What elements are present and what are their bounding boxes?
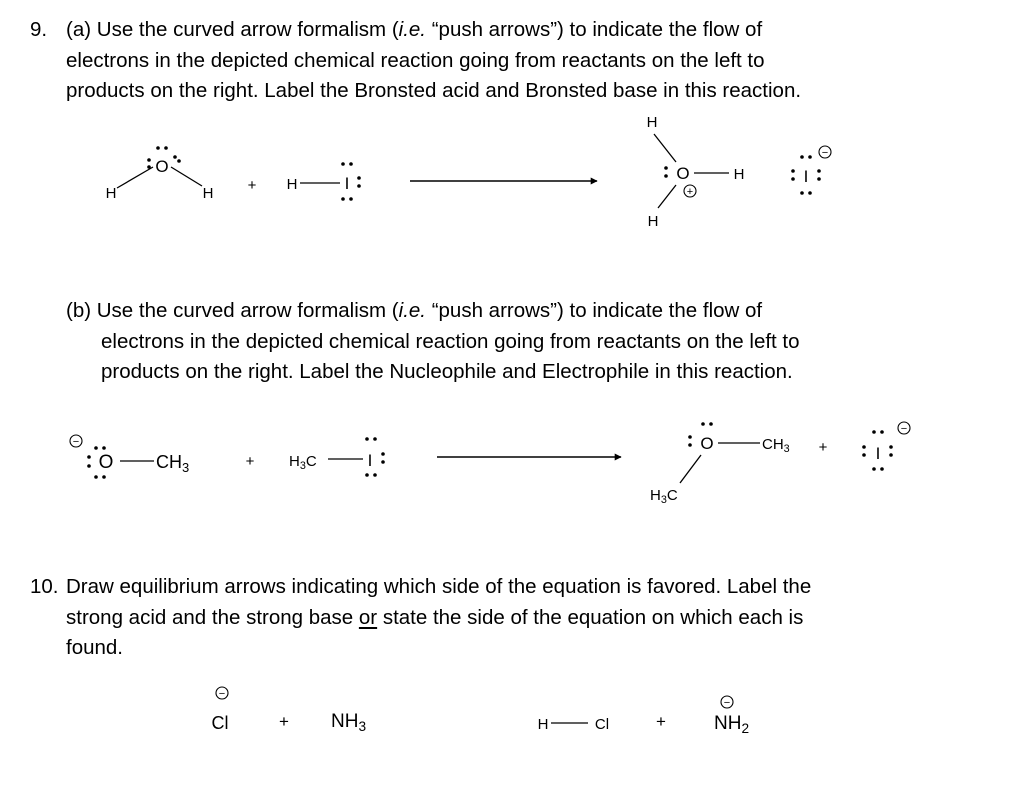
plus-sign-10b: + [656,712,666,731]
plus-sign-10a: + [279,712,289,731]
q10-line2-post: state the side of the equation on which each is [377,605,804,629]
iodide-symbol-b: I [875,444,881,463]
ie-abbreviation-b: i.e. [398,299,426,322]
water-hydrogen-left: H [105,185,117,202]
hcl-hydrogen: H [537,716,549,733]
svg-text:−: − [723,697,731,709]
or-underlined: or [358,605,378,629]
hydronium-hydrogen-top: H [646,114,658,131]
ether-oxygen: O [700,434,714,453]
hi-hydrogen: H [286,176,298,193]
methyl-iodide [289,437,385,477]
q9a-line1-post: “push arrows”) to indicate the flow of [426,18,763,41]
q9b-line1-pre: (b) Use the curved arrow formalism ( [66,299,399,322]
svg-text:+: + [686,186,694,198]
amide-ion [714,696,749,736]
negative-charge-icon [721,696,733,709]
water-oxygen: O [155,157,169,176]
svg-text:−: − [900,423,908,435]
svg-text:−: − [821,147,829,159]
q9a-line1-pre: Use the curved arrow formalism ( [91,18,399,41]
reaction-a [106,114,831,230]
dimethyl-ether [650,422,790,506]
methoxide-oxygen: O [98,452,114,473]
negative-charge-icon [898,422,910,435]
ether-methyl-right: CH3 [762,436,790,456]
hi-iodine: I [344,174,350,193]
reaction-b [70,422,910,506]
water-hydrogen-right: H [202,185,214,202]
negative-charge-icon [216,687,228,700]
plus-sign-b2: + [818,439,828,456]
iodide-ion-a [791,146,831,195]
hydronium-oxygen: O [676,164,690,183]
hydronium-hydrogen-bottom: H [647,213,659,230]
water-molecule [106,146,214,202]
question-number-10: 10. [30,575,59,598]
reaction-10 [212,687,750,736]
ammonia: NH3 [331,711,367,734]
q10-line-1: Draw equilibrium arrows indicating which side of the equation is favored. Label the [66,575,812,598]
q10-line2-pre: strong acid and the strong base [66,605,359,629]
hydrogen-iodide [287,162,361,201]
plus-sign-b1: + [245,453,255,470]
ether-methyl-left: H3C [650,487,678,507]
question-number-9: 9. [30,18,48,41]
iodide-symbol-a: I [803,167,809,186]
q9b-line1-post: “push arrows”) to indicate the flow of [426,299,763,322]
q10-line-3: found. [66,636,123,659]
hydrogen-chloride [538,716,610,733]
chloride-ion [212,687,229,733]
svg-text:−: − [72,436,80,448]
q9b-line-3: products on the right. Label the Nucleophile and Electrophile in this reaction. [101,360,793,383]
q9a-line-3: products on the right. Label the Bronsted acid and Bronsted base in this reaction. [66,79,802,102]
lone-pair-dots [664,166,668,178]
negative-charge-icon [819,146,831,159]
iodide-ion-b [862,422,910,471]
part-a-label: (a) [66,18,92,41]
positive-charge-icon [684,185,696,198]
mei-methyl: H3C [289,453,317,473]
methoxide-ion [70,435,189,479]
ie-abbreviation: i.e. [398,18,427,41]
hydronium-ion [647,114,745,230]
svg-text:−: − [218,688,226,700]
mei-iodine: I [367,451,373,470]
methoxide-methyl: CH3 [156,452,190,475]
hydronium-hydrogen-right: H [733,166,745,183]
hcl-chlorine: Cl [594,716,610,733]
q9b-line-2: electrons in the depicted chemical reaction going from reactants on the left to [101,329,800,353]
chloride-symbol: Cl [211,713,229,733]
plus-sign-a1: + [247,177,257,194]
negative-charge-icon [70,435,82,448]
amide-symbol: NH2 [714,713,750,736]
q9a-line-2: electrons in the depicted chemical reaction going from reactants on the left to [66,48,765,72]
